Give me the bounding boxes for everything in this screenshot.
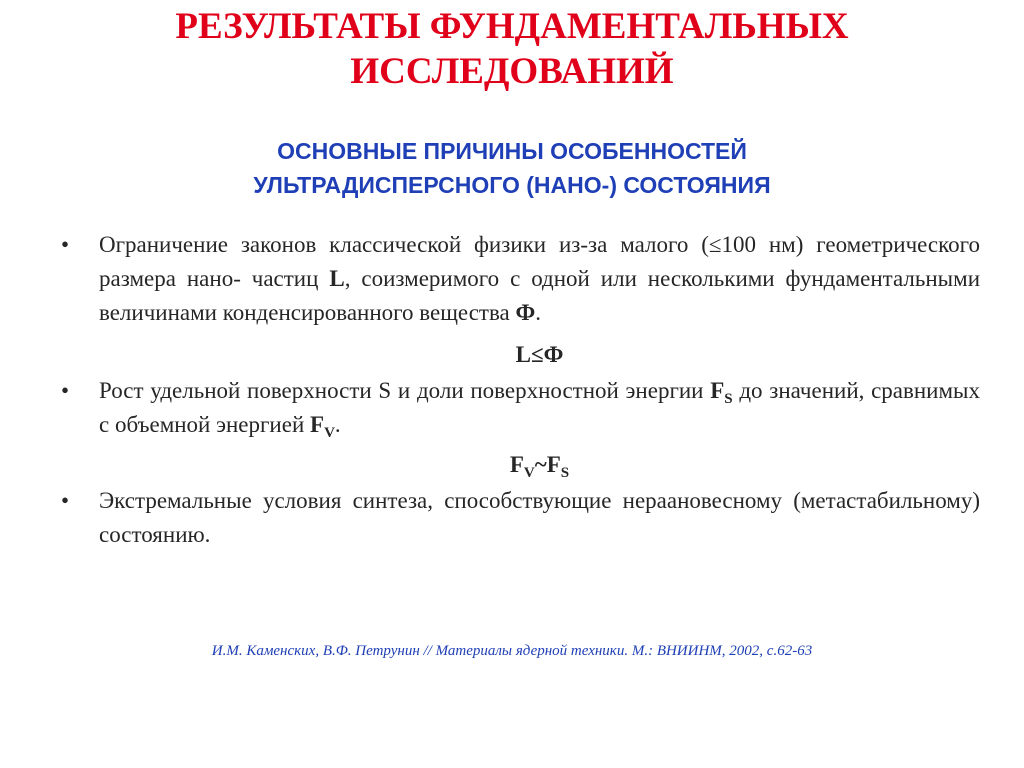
bullet-text-part: , соизмеримого с одной или несколькими фундаментальными величинами конденсированного вещества [99,266,980,325]
bullet-item-extreme-synthesis [58,484,980,552]
bullet-text-part: до значений, сравнимых с объемной энергией [99,378,980,437]
slide-subtitle-line-2: УЛЬТРАДИСПЕРСНОГО (НАНО-) СОСТОЯНИЯ [253,172,771,198]
bullet-text-part: Ограничение законов классической физики из-за малого (≤100 нм) геометрического размера нано- частиц [99,232,980,291]
formula-F: F [509,452,524,477]
formula-subscript-V: V [523,465,535,481]
symbol-L: L [329,266,345,291]
bullet-dot-icon: • [60,378,70,403]
bullet-item-size-limit [58,228,980,330]
bullet-text-end: . [334,412,341,437]
bullet-text-end: . [535,300,541,325]
symbol-phi: Ф [515,300,536,325]
symbol-F-letter: F [310,412,325,437]
slide-title-line-2: ИССЛЕДОВАНИЙ [350,51,674,92]
subscript-S: S [724,391,733,407]
slide-subtitle-line-1: ОСНОВНЫЕ ПРИЧИНЫ ОСОБЕННОСТЕЙ [277,138,747,164]
symbol-F [710,378,733,407]
bullet-dot-icon: • [60,488,70,513]
bullet-text [99,228,980,330]
slide-body [58,228,980,552]
bullet-text: Экстремальные условия синтеза, способствующие нераановесному (метастабильному) состоянию. [99,488,980,547]
symbol-F-volume [310,412,335,441]
formula-fv-approx-fs [58,442,980,484]
formula-F: F [546,452,561,477]
formula-tilde: ~ [534,452,547,477]
formula-l-le-phi: L≤Ф [515,342,564,367]
subscript-V: V [324,425,335,441]
slide-title-line-1: РЕЗУЛЬТАТЫ ФУНДАМЕНТАЛЬНЫХ [175,6,849,47]
bullet-item-surface-energy [58,374,980,442]
slide-subtitle [40,134,984,202]
formula-subscript-S: S [560,465,570,481]
symbol-F-letter: F [710,378,725,403]
bullet-text-part: Рост удельной поверхности S и доли поверхностной энергии [99,378,711,403]
citation-reference: И.М. Каменских, В.Ф. Петрунин // Материалы ядерной техники. М.: ВНИИНМ, 2002, с.62-63 [211,643,813,659]
bullet-text [99,374,980,442]
bullet-dot-icon: • [60,232,70,257]
slide-title [40,4,984,94]
